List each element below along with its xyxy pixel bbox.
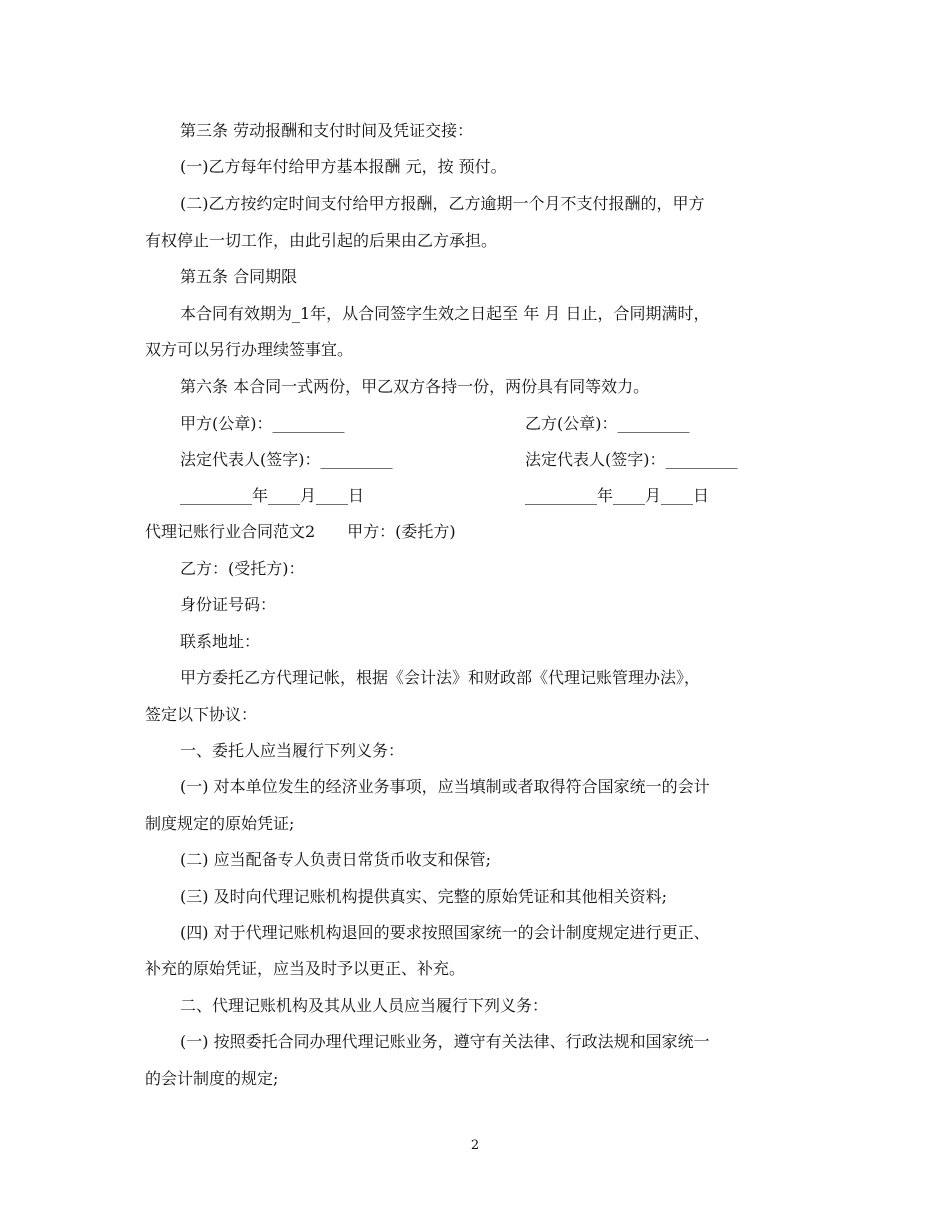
article-5-heading: 第五条 合同期限 xyxy=(180,267,298,286)
paragraph-line: 身份证号码： xyxy=(180,595,277,614)
paragraph-line: 乙方：(受托方)： xyxy=(180,559,305,578)
article-6-line: 第六条 本合同一式两份，甲乙双方各持一份，两份具有同等效力。 xyxy=(180,377,650,396)
paragraph-line: (一)乙方每年付给甲方基本报酬 元，按 预付。 xyxy=(180,157,507,176)
paragraph-line: (二)乙方按约定时间支付给甲方报酬，乙方逾期一个月不支付报酬的，甲方 xyxy=(180,194,705,213)
party-a-seal-line: 甲方(公章)：_________ xyxy=(180,414,345,433)
paragraph-line: 补充的原始凭证，应当及时予以更正、补充。 xyxy=(145,959,466,978)
paragraph-line: 签定以下协议： xyxy=(145,705,258,724)
paragraph-line: 联系地址： xyxy=(180,632,261,651)
article-3-heading: 第三条 劳动报酬和支付时间及凭证交接： xyxy=(180,121,474,140)
paragraph-line: 甲方委托乙方代理记帐，根据《会计法》和财政部《代理记账管理办法》， xyxy=(180,668,701,687)
party-b-representative-line: 法定代表人(签字)：_________ xyxy=(525,450,738,469)
paragraph-line: 有权停止一切工作，由此引起的后果由乙方承担。 xyxy=(145,231,498,250)
paragraph-line: (二) 应当配备专人负责日常货币收支和保管; xyxy=(180,850,491,869)
paragraph-line: 本合同有效期为_1年，从合同签字生效之日起至 年 月 日止，合同期满时， xyxy=(180,304,710,323)
paragraph-line: (三) 及时向代理记账机构提供真实、完整的原始凭证和其他相关资料; xyxy=(180,887,667,906)
paragraph-line: (一) 按照委托合同办理代理记账业务，遵守有关法律、行政法规和国家统一 xyxy=(180,1032,710,1051)
party-b-date-line: _________年____月____日 xyxy=(525,486,710,505)
contract-title-line: 代理记账行业合同范文2 甲方：(委托方) xyxy=(145,522,456,541)
party-a-representative-line: 法定代表人(签字)：_________ xyxy=(180,450,393,469)
paragraph-line: 制度规定的原始凭证; xyxy=(145,814,295,833)
page-number: 2 xyxy=(470,1138,480,1153)
section-heading: 二、代理记账机构及其从业人员应当履行下列义务： xyxy=(180,996,549,1015)
paragraph-line: (四) 对于代理记账机构退回的要求按照国家统一的会计制度规定进行更正、 xyxy=(180,923,710,942)
paragraph-line: (一) 对本单位发生的经济业务事项，应当填制或者取得符合国家统一的会计 xyxy=(180,777,710,796)
party-a-date-line: _________年____月____日 xyxy=(180,486,365,505)
party-b-seal-line: 乙方(公章)：_________ xyxy=(525,414,690,433)
section-heading: 一、委托人应当履行下列义务： xyxy=(180,741,405,760)
paragraph-line: 的会计制度的规定; xyxy=(145,1069,279,1088)
paragraph-line: 双方可以另行办理续签事宜。 xyxy=(145,340,354,359)
